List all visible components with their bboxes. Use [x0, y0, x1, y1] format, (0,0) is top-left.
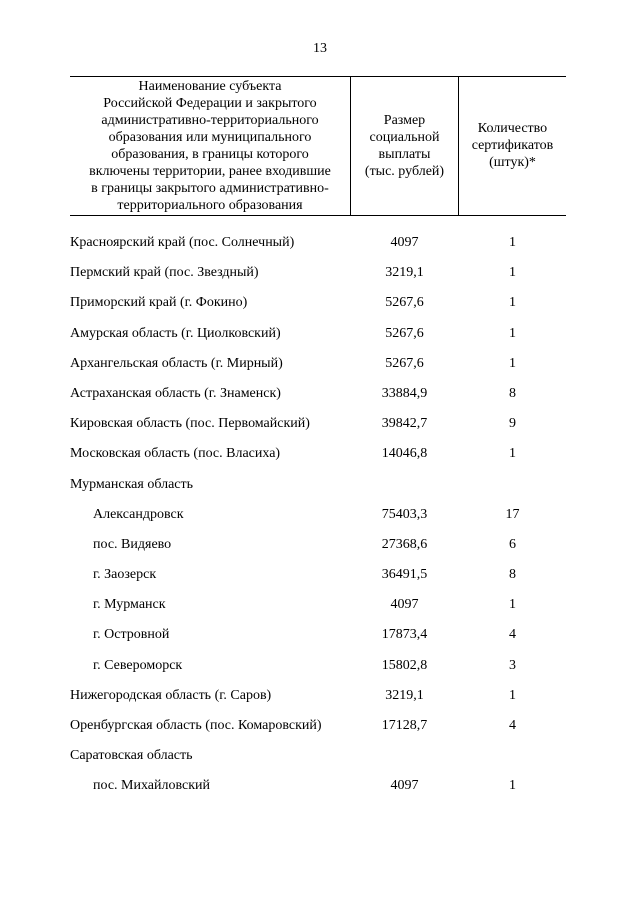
- table-body: [0, 228, 640, 802]
- row-count: 1: [509, 597, 516, 613]
- table-row-group-heading: [0, 741, 640, 771]
- table-row: [0, 711, 640, 741]
- row-amount: 3219,1: [385, 687, 424, 703]
- row-count: 1: [509, 778, 516, 794]
- table-row-sub: [0, 500, 640, 530]
- row-name: Оренбургская область (пос. Комаровский): [70, 718, 322, 733]
- table-row: [0, 349, 640, 379]
- row-amount: 5267,6: [385, 355, 424, 371]
- row-amount: 14046,8: [381, 446, 428, 462]
- row-name: Амурская область (г. Циолковский): [70, 325, 281, 341]
- row-name: г. Заозерск: [93, 567, 157, 583]
- row-name: Александровск: [93, 506, 184, 522]
- row-name: Архангельская область (г. Мирный): [70, 355, 283, 371]
- table-row-sub: [0, 530, 640, 560]
- row-count: 4: [509, 627, 516, 643]
- header-col-count-text: Количество сертификатов (штук)*: [471, 121, 554, 170]
- row-amount: 3219,1: [385, 265, 424, 281]
- row-count: 3: [509, 657, 516, 673]
- row-name: Красноярский край (пос. Солнечный): [70, 235, 295, 250]
- table-row: [0, 288, 640, 318]
- header-col-name: [70, 76, 350, 215]
- row-name: Саратовская область: [70, 748, 193, 764]
- table-row: [0, 439, 640, 469]
- table-row: [0, 379, 640, 409]
- header-col-amount: [351, 76, 458, 215]
- table-row-sub: [0, 651, 640, 681]
- row-name: пос. Михайловский: [93, 778, 211, 794]
- row-count: 1: [509, 265, 516, 281]
- row-name: Московская область (пос. Власиха): [70, 446, 281, 462]
- row-amount: 39842,7: [381, 416, 428, 432]
- table-row: [0, 319, 640, 349]
- row-amount: 4097: [390, 778, 419, 794]
- header-col-count: [459, 76, 566, 215]
- row-count: 17: [505, 506, 520, 522]
- header-col-amount-text: Размер социальной выплаты (тыс. рублей): [364, 112, 445, 179]
- row-amount: 15802,8: [381, 657, 428, 673]
- row-count: 1: [509, 295, 516, 311]
- row-amount: 36491,5: [381, 567, 428, 583]
- row-count: 9: [509, 416, 516, 432]
- row-count: 1: [509, 235, 516, 250]
- table-row-sub: [0, 590, 640, 620]
- row-amount: 33884,9: [381, 385, 428, 401]
- row-name: Астраханская область (г. Знаменск): [70, 385, 281, 401]
- row-name: г. Островной: [93, 627, 170, 643]
- table-row: [0, 228, 640, 258]
- table-row-group-heading: [0, 470, 640, 500]
- row-count: 1: [509, 446, 516, 462]
- header-col-name-text: Наименование субъекта Российской Федерации и закрытого административно-территориального образования или муниципального образования, в границы которого включены территории, ранее входившие в границы закрытого административно- территориального образования: [89, 78, 331, 213]
- table-row-sub: [0, 771, 640, 801]
- table-row-sub: [0, 620, 640, 650]
- page-number: 13: [313, 41, 327, 56]
- row-count: 4: [509, 718, 516, 733]
- row-amount: 17128,7: [381, 718, 428, 733]
- row-amount: 17873,4: [381, 627, 428, 643]
- row-name: пос. Видяево: [93, 536, 172, 552]
- row-amount: 4097: [390, 597, 419, 613]
- row-name: Мурманская область: [70, 476, 194, 492]
- row-name: Нижегородская область (г. Саров): [70, 687, 272, 703]
- table-header-bottom-rule: [70, 215, 566, 216]
- row-amount: 5267,6: [385, 295, 424, 311]
- row-amount: 75403,3: [381, 506, 428, 522]
- row-name: Приморский край (г. Фокино): [70, 295, 248, 311]
- row-count: 6: [509, 536, 516, 552]
- row-name: г. Мурманск: [93, 597, 166, 613]
- table-row-sub: [0, 560, 640, 590]
- table-row: [0, 258, 640, 288]
- row-name: Кировская область (пос. Первомайский): [70, 416, 310, 432]
- row-count: 1: [509, 325, 516, 341]
- row-count: 1: [509, 687, 516, 703]
- row-name: Пермский край (пос. Звездный): [70, 265, 259, 281]
- row-amount: 27368,6: [381, 536, 428, 552]
- row-name: г. Североморск: [93, 657, 183, 673]
- row-count: 8: [509, 567, 516, 583]
- row-amount: 5267,6: [385, 325, 424, 341]
- row-amount: 4097: [390, 235, 419, 250]
- table-row: [0, 409, 640, 439]
- table-row: [0, 681, 640, 711]
- row-count: 1: [509, 355, 516, 371]
- row-count: 8: [509, 385, 516, 401]
